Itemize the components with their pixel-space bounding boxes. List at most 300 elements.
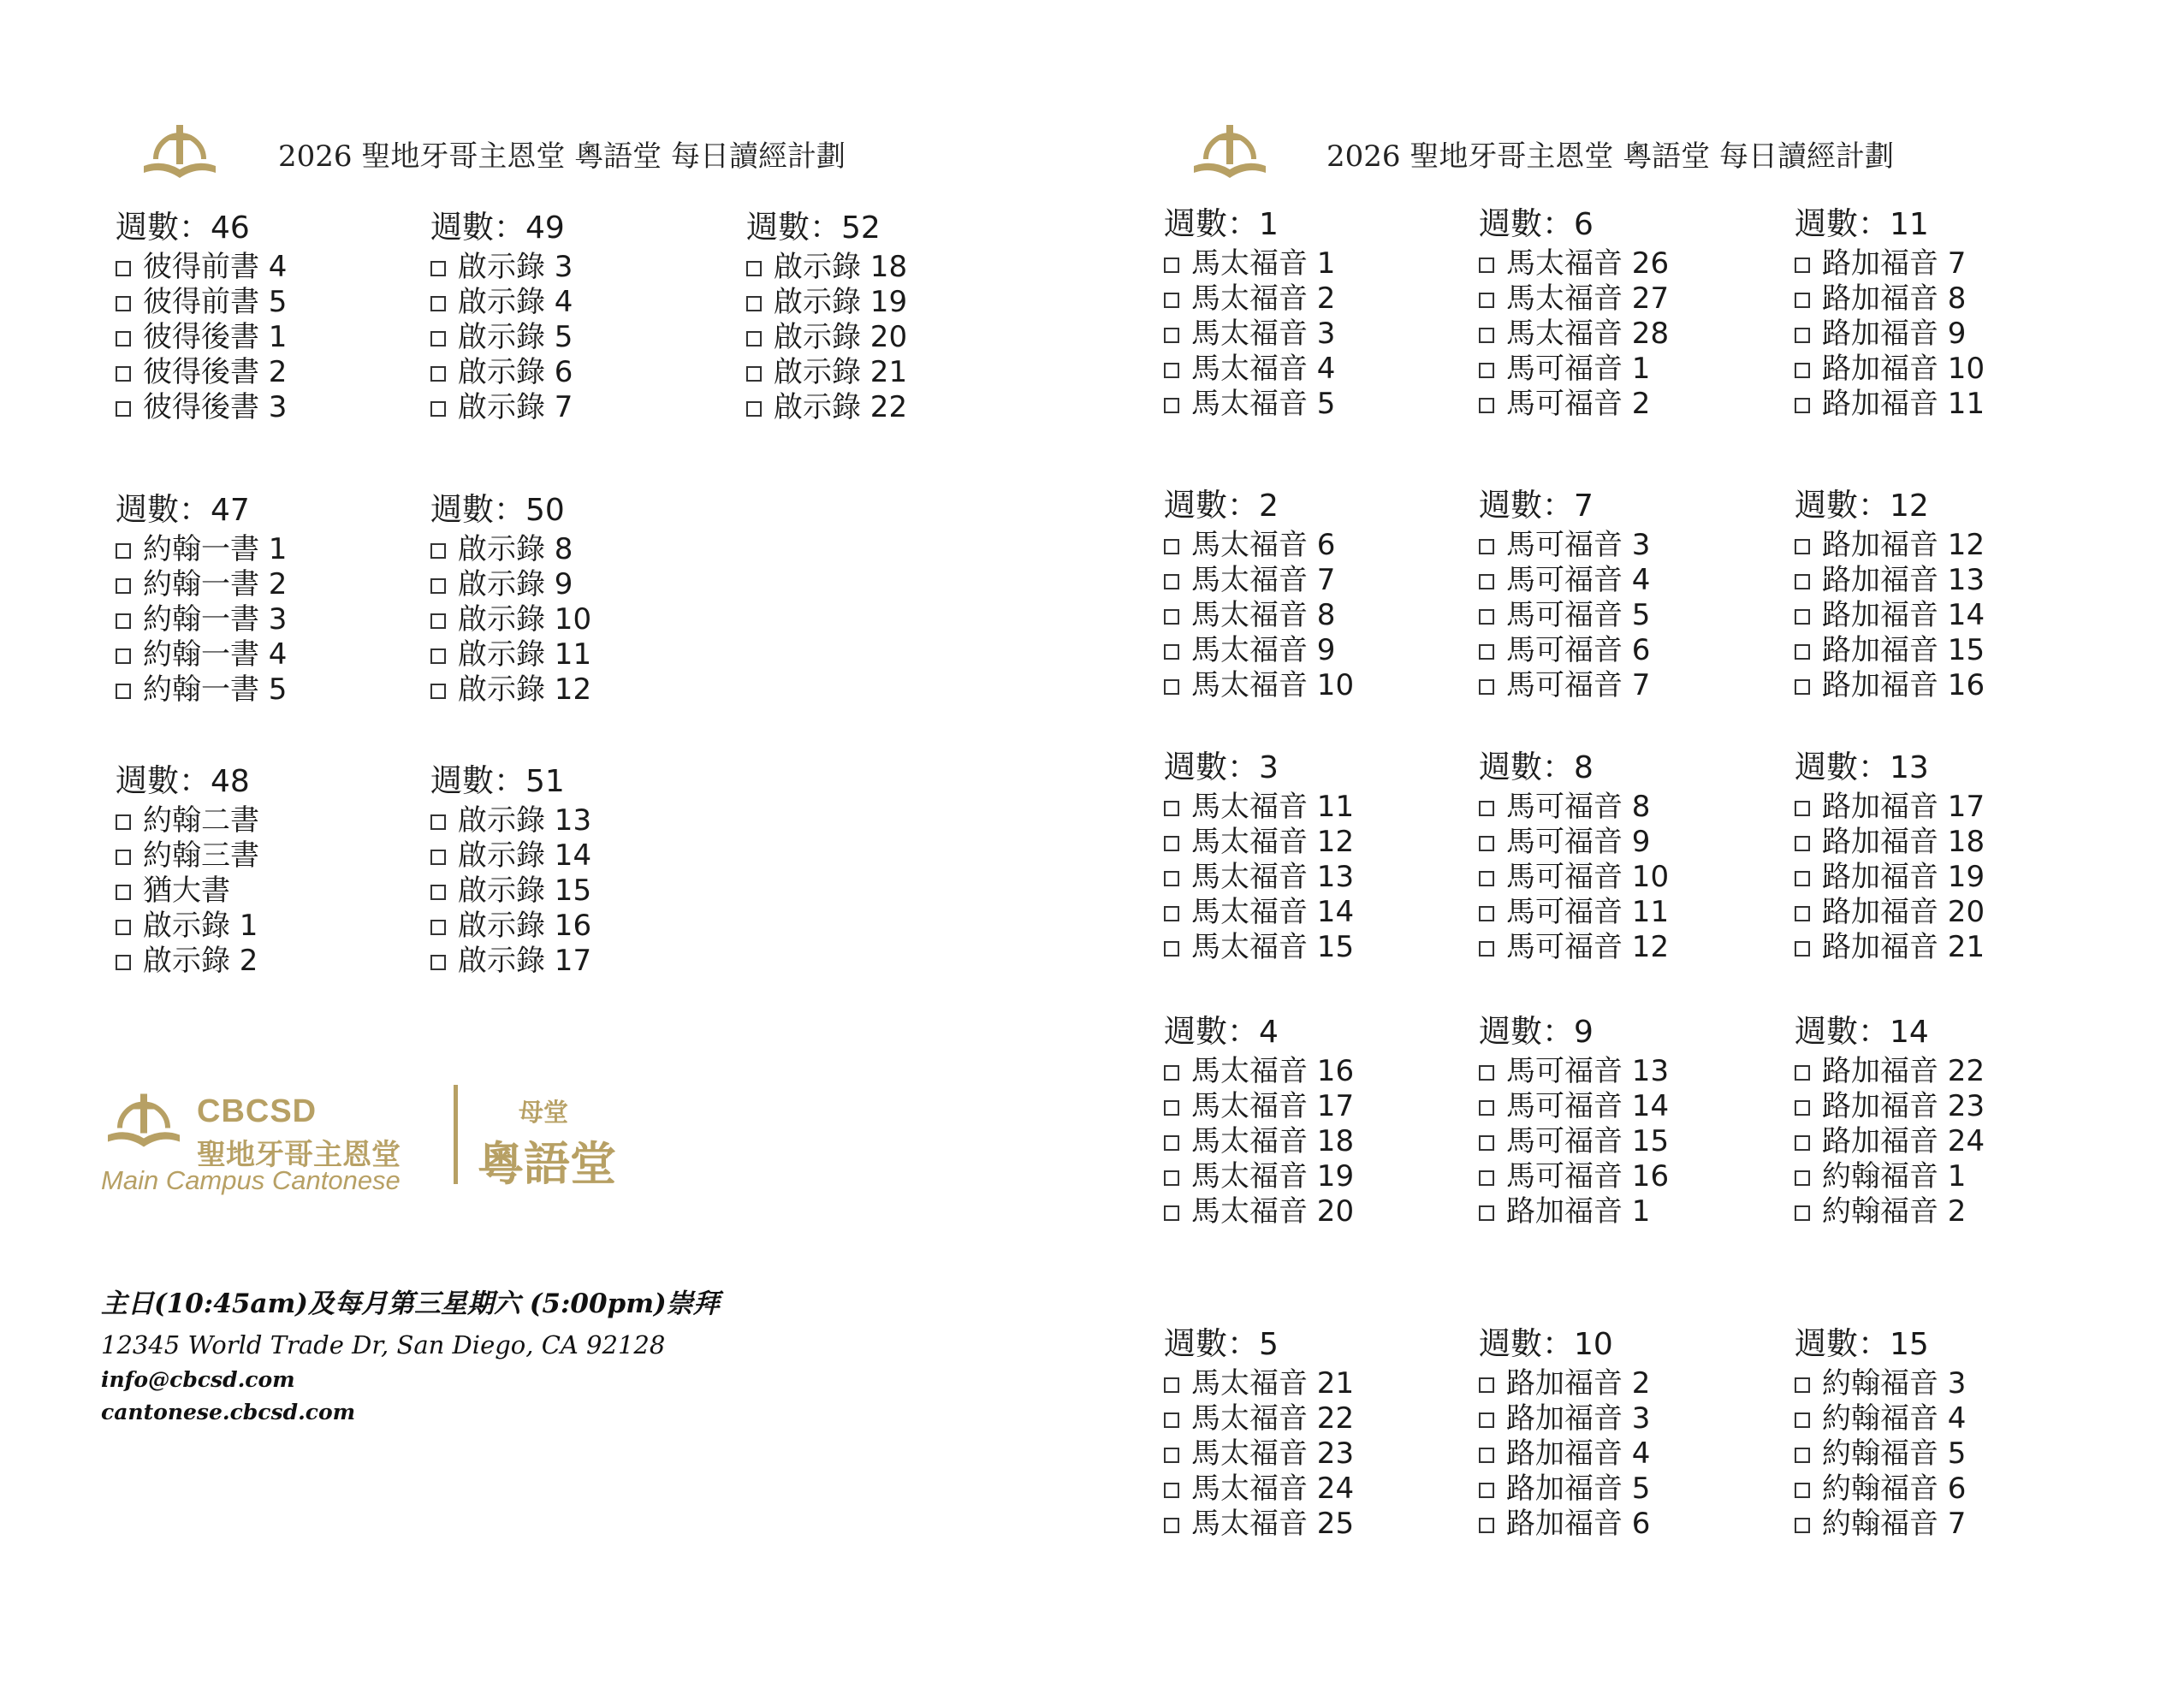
reading-checkbox[interactable] [116, 543, 131, 559]
reading-checkbox[interactable] [1795, 906, 1810, 921]
reading-checkbox[interactable] [1164, 328, 1179, 343]
reading-label: 馬可福音 16 [1506, 1159, 1670, 1193]
reading-checkbox[interactable] [1479, 836, 1494, 851]
reading-checkbox[interactable] [1795, 574, 1810, 589]
week-block [430, 761, 739, 979]
reading-label: 約翰福音 4 [1822, 1401, 1967, 1436]
reading-checkbox[interactable] [116, 331, 131, 346]
reading-checkbox[interactable] [1479, 328, 1494, 343]
reading-label: 馬太福音 27 [1506, 281, 1670, 316]
reading-label: 路加福音 1 [1506, 1194, 1651, 1229]
reading-checkbox[interactable] [1795, 871, 1810, 886]
reading-checkbox[interactable] [1164, 293, 1179, 308]
reading-label: 路加福音 12 [1822, 528, 1985, 562]
week-label [1164, 486, 1472, 526]
reading-label: 馬太福音 9 [1191, 633, 1336, 667]
reading-label: 啟示錄 5 [458, 320, 573, 354]
reading-label: 馬太福音 1 [1191, 246, 1336, 281]
reading-label: 路加福音 7 [1822, 246, 1967, 281]
reading-label: 彼得後書 2 [143, 355, 288, 389]
reading-item [116, 567, 424, 602]
reading-checkbox[interactable] [116, 401, 131, 417]
reading-checkbox[interactable] [1479, 679, 1494, 695]
reading-checkbox[interactable] [1164, 1100, 1179, 1116]
reading-checkbox[interactable] [1479, 801, 1494, 816]
reading-item [1479, 1159, 1787, 1194]
reading-checkbox[interactable] [1795, 1377, 1810, 1393]
reading-label: 啟示錄 11 [458, 637, 592, 672]
reading-checkbox[interactable] [116, 578, 131, 594]
week-label [1164, 1324, 1472, 1365]
reading-label: 路加福音 9 [1822, 317, 1967, 351]
reading-checkbox[interactable] [116, 850, 131, 865]
reading-label: 路加福音 13 [1822, 563, 1985, 597]
reading-checkbox[interactable] [1164, 1135, 1179, 1151]
week-number: 13 [1890, 750, 1929, 785]
reading-checkbox[interactable] [1164, 1205, 1179, 1221]
reading-item [116, 672, 424, 708]
reading-checkbox[interactable] [1479, 258, 1494, 273]
reading-checkbox[interactable] [1479, 1065, 1494, 1081]
reading-item [1479, 860, 1787, 895]
reading-checkbox[interactable] [1164, 574, 1179, 589]
reading-checkbox[interactable] [1479, 1135, 1494, 1151]
reading-item [1479, 1401, 1787, 1436]
reading-label: 路加福音 14 [1822, 598, 1985, 632]
reading-label: 約翰一書 1 [143, 532, 288, 566]
reading-checkbox[interactable] [1795, 398, 1810, 413]
reading-checkbox[interactable] [746, 366, 762, 382]
reading-label: 馬太福音 14 [1191, 895, 1355, 929]
reading-label: 馬可福音 15 [1506, 1124, 1670, 1158]
reading-label: 啟示錄 2 [143, 944, 258, 978]
reading-checkbox[interactable] [1479, 906, 1494, 921]
reading-label: 馬太福音 28 [1506, 317, 1670, 351]
reading-item [116, 874, 424, 909]
reading-label: 彼得前書 4 [143, 250, 288, 284]
reading-item [1795, 387, 2103, 422]
week-label [1164, 748, 1472, 788]
week-number: 50 [525, 493, 565, 528]
reading-checkbox[interactable] [1795, 1483, 1810, 1498]
reading-checkbox[interactable] [1164, 836, 1179, 851]
reading-checkbox[interactable] [1164, 1170, 1179, 1186]
reading-item [116, 250, 424, 285]
week-prefix: 週數： [1479, 1013, 1574, 1050]
reading-item [116, 602, 424, 637]
reading-checkbox[interactable] [1795, 1170, 1810, 1186]
week-number: 11 [1890, 207, 1929, 242]
reading-checkbox[interactable] [1164, 871, 1179, 886]
church-logo-icon [101, 1076, 187, 1162]
reading-label: 約翰福音 2 [1822, 1194, 1967, 1229]
reading-item [1164, 1124, 1472, 1159]
reading-checkbox[interactable] [1164, 363, 1179, 378]
reading-label: 啟示錄 22 [774, 390, 908, 424]
week-prefix: 週數： [116, 491, 211, 528]
reading-item [746, 285, 1054, 320]
reading-checkbox[interactable] [1164, 1518, 1179, 1533]
reading-checkbox[interactable] [1795, 679, 1810, 695]
reading-label: 路加福音 4 [1506, 1436, 1651, 1471]
reading-label: 啟示錄 1 [143, 909, 258, 943]
reading-item [1479, 598, 1787, 633]
week-block [1479, 1324, 1787, 1542]
reading-checkbox[interactable] [1795, 363, 1810, 378]
reading-label: 啟示錄 16 [458, 909, 592, 943]
reading-item [1164, 563, 1472, 598]
reading-item [1479, 668, 1787, 703]
reading-item [1479, 1436, 1787, 1472]
reading-item [1795, 1194, 2103, 1229]
week-number: 12 [1890, 489, 1929, 524]
reading-checkbox[interactable] [430, 814, 446, 830]
week-block [430, 208, 739, 425]
reading-checkbox[interactable] [430, 955, 446, 970]
week-block [116, 761, 424, 979]
reading-checkbox[interactable] [430, 920, 446, 935]
reading-checkbox[interactable] [1164, 609, 1179, 625]
reading-checkbox[interactable] [746, 401, 762, 417]
reading-item [746, 250, 1054, 285]
reading-item [1795, 1124, 2103, 1159]
reading-item [1164, 1089, 1472, 1124]
reading-item [430, 637, 739, 672]
week-number: 2 [1259, 489, 1279, 524]
reading-checkbox[interactable] [1795, 1448, 1810, 1463]
reading-item [1164, 317, 1472, 352]
reading-label: 約翰一書 2 [143, 567, 288, 601]
reading-checkbox[interactable] [1479, 293, 1494, 308]
reading-checkbox[interactable] [430, 850, 446, 865]
reading-item [1795, 528, 2103, 563]
reading-item [1479, 528, 1787, 563]
reading-label: 啟示錄 17 [458, 944, 592, 978]
reading-checkbox[interactable] [1479, 871, 1494, 886]
reading-checkbox[interactable] [116, 649, 131, 664]
week-label [1164, 1012, 1472, 1052]
reading-checkbox[interactable] [1795, 801, 1810, 816]
week-number: 8 [1574, 750, 1593, 785]
reading-checkbox[interactable] [116, 261, 131, 276]
address: 12345 World Trade Dr, San Diego, CA 92128 [101, 1330, 666, 1359]
reading-checkbox[interactable] [116, 814, 131, 830]
reading-item [116, 320, 424, 355]
reading-item [1479, 246, 1787, 281]
reading-checkbox[interactable] [1795, 1413, 1810, 1428]
reading-item [1479, 563, 1787, 598]
reading-checkbox[interactable] [1795, 609, 1810, 625]
reading-item [1795, 246, 2103, 281]
reading-item [1164, 1054, 1472, 1089]
reading-checkbox[interactable] [1795, 1100, 1810, 1116]
reading-item [1795, 1401, 2103, 1436]
reading-checkbox[interactable] [1164, 906, 1179, 921]
reading-item [1479, 387, 1787, 422]
website-link[interactable]: cantonese.cbcsd.com [101, 1400, 356, 1424]
reading-checkbox[interactable] [1479, 539, 1494, 554]
reading-label: 馬可福音 11 [1506, 895, 1670, 929]
week-block [1795, 748, 2103, 965]
reading-checkbox[interactable] [1479, 1448, 1494, 1463]
reading-checkbox[interactable] [1164, 1448, 1179, 1463]
reading-item [1164, 281, 1472, 317]
reading-checkbox[interactable] [1795, 836, 1810, 851]
reading-item [1164, 633, 1472, 668]
week-prefix: 週數： [1164, 1013, 1259, 1050]
reading-label: 路加福音 18 [1822, 825, 1985, 859]
week-prefix: 週數： [1795, 205, 1890, 242]
reading-item [1795, 1507, 2103, 1542]
reading-label: 路加福音 15 [1822, 633, 1985, 667]
reading-item [1795, 1159, 2103, 1194]
reading-label: 馬太福音 15 [1191, 930, 1355, 964]
reading-item [430, 944, 739, 979]
reading-label: 路加福音 8 [1822, 281, 1967, 316]
reading-label: 約翰福音 1 [1822, 1159, 1967, 1193]
reading-checkbox[interactable] [430, 684, 446, 699]
reading-label: 馬可福音 8 [1506, 790, 1651, 824]
reading-checkbox[interactable] [1479, 398, 1494, 413]
reading-item [430, 390, 739, 425]
reading-checkbox[interactable] [430, 331, 446, 346]
reading-checkbox[interactable] [746, 261, 762, 276]
reading-label: 約翰三書 [143, 838, 259, 873]
reading-item [1164, 1159, 1472, 1194]
reading-item [116, 355, 424, 390]
reading-label: 路加福音 10 [1822, 352, 1985, 386]
reading-checkbox[interactable] [116, 955, 131, 970]
reading-checkbox[interactable] [1795, 1205, 1810, 1221]
reading-item [1795, 563, 2103, 598]
reading-checkbox[interactable] [430, 649, 446, 664]
reading-checkbox[interactable] [430, 578, 446, 594]
reading-item [430, 250, 739, 285]
week-prefix: 週數： [1795, 1013, 1890, 1050]
week-label [1479, 204, 1787, 245]
reading-checkbox[interactable] [1479, 941, 1494, 957]
reading-checkbox[interactable] [1479, 1205, 1494, 1221]
week-label [1479, 486, 1787, 526]
reading-checkbox[interactable] [1164, 539, 1179, 554]
reading-label: 啟示錄 3 [458, 250, 573, 284]
week-prefix: 週數： [1164, 487, 1259, 524]
week-number: 4 [1259, 1015, 1279, 1050]
reading-label: 馬太福音 3 [1191, 317, 1336, 351]
reading-item [430, 803, 739, 838]
reading-label: 馬太福音 2 [1191, 281, 1336, 316]
reading-item [1795, 860, 2103, 895]
reading-label: 約翰福音 7 [1822, 1507, 1967, 1541]
reading-label: 彼得後書 3 [143, 390, 288, 424]
reading-label: 馬太福音 24 [1191, 1472, 1355, 1506]
reading-item [116, 909, 424, 944]
week-label [1479, 748, 1787, 788]
week-number: 5 [1259, 1327, 1279, 1362]
reading-label: 約翰一書 3 [143, 602, 288, 637]
brand-right-main: 粵語堂 [478, 1137, 616, 1191]
week-block [1479, 748, 1787, 965]
reading-checkbox[interactable] [430, 885, 446, 900]
reading-label: 馬可福音 9 [1506, 825, 1651, 859]
week-number: 14 [1890, 1015, 1929, 1050]
week-block [1795, 1012, 2103, 1229]
week-prefix: 週數： [430, 209, 525, 246]
reading-checkbox[interactable] [1795, 293, 1810, 308]
reading-label: 啟示錄 10 [458, 602, 592, 637]
reading-item [116, 532, 424, 567]
reading-label: 馬太福音 19 [1191, 1159, 1355, 1193]
reading-label: 馬太福音 6 [1191, 528, 1336, 562]
week-label [1795, 1012, 2103, 1052]
week-label [116, 490, 424, 530]
week-label [116, 208, 424, 248]
reading-item [1164, 930, 1472, 965]
week-number: 3 [1259, 750, 1279, 785]
church-logo-icon [1187, 110, 1273, 191]
reading-checkbox[interactable] [1164, 644, 1179, 660]
reading-checkbox[interactable] [430, 366, 446, 382]
reading-checkbox[interactable] [430, 261, 446, 276]
reading-label: 啟示錄 13 [458, 803, 592, 838]
reading-label: 路加福音 20 [1822, 895, 1985, 929]
reading-checkbox[interactable] [1479, 363, 1494, 378]
reading-label: 啟示錄 7 [458, 390, 573, 424]
week-label [430, 490, 739, 530]
week-number: 49 [525, 210, 565, 246]
reading-item [1479, 1054, 1787, 1089]
reading-checkbox[interactable] [1479, 1377, 1494, 1393]
reading-checkbox[interactable] [1479, 644, 1494, 660]
reading-item [1479, 633, 1787, 668]
reading-label: 啟示錄 20 [774, 320, 908, 354]
reading-checkbox[interactable] [1479, 609, 1494, 625]
week-label [1795, 748, 2103, 788]
reading-item [1795, 633, 2103, 668]
reading-label: 啟示錄 14 [458, 838, 592, 873]
reading-label: 馬太福音 12 [1191, 825, 1355, 859]
reading-checkbox[interactable] [746, 296, 762, 311]
week-number: 7 [1574, 489, 1593, 524]
reading-checkbox[interactable] [1479, 1413, 1494, 1428]
reading-item [1479, 1124, 1787, 1159]
reading-item [1795, 1366, 2103, 1401]
reading-checkbox[interactable] [1479, 1170, 1494, 1186]
week-label [1795, 1324, 2103, 1365]
week-number: 51 [525, 764, 565, 799]
reading-label: 約翰福音 3 [1822, 1366, 1967, 1401]
reading-item [1479, 825, 1787, 860]
reading-checkbox[interactable] [1795, 539, 1810, 554]
reading-checkbox[interactable] [1164, 801, 1179, 816]
reading-label: 馬太福音 5 [1191, 387, 1336, 421]
reading-label: 啟示錄 9 [458, 567, 573, 601]
brand-name-zh: 聖地牙哥主恩堂 [197, 1138, 401, 1172]
reading-label: 路加福音 22 [1822, 1054, 1985, 1088]
email-link[interactable]: info@cbcsd.com [101, 1367, 295, 1392]
reading-checkbox[interactable] [1479, 574, 1494, 589]
reading-checkbox[interactable] [1795, 1065, 1810, 1081]
reading-checkbox[interactable] [1795, 328, 1810, 343]
week-prefix: 週數： [1479, 487, 1574, 524]
reading-item [1795, 1054, 2103, 1089]
reading-checkbox[interactable] [1164, 1377, 1179, 1393]
reading-checkbox[interactable] [1164, 1065, 1179, 1081]
week-prefix: 週數： [1479, 205, 1574, 242]
reading-item [1795, 317, 2103, 352]
reading-item [1795, 1089, 2103, 1124]
reading-checkbox[interactable] [1164, 941, 1179, 957]
reading-item [116, 838, 424, 874]
week-label [746, 208, 1054, 248]
reading-checkbox[interactable] [116, 684, 131, 699]
reading-item [116, 944, 424, 979]
week-block [1479, 486, 1787, 703]
reading-checkbox[interactable] [430, 401, 446, 417]
reading-checkbox[interactable] [1795, 644, 1810, 660]
reading-checkbox[interactable] [1795, 1518, 1810, 1533]
reading-checkbox[interactable] [1164, 258, 1179, 273]
reading-label: 馬可福音 2 [1506, 387, 1651, 421]
reading-checkbox[interactable] [1164, 1483, 1179, 1498]
week-number: 48 [211, 764, 250, 799]
reading-label: 路加福音 16 [1822, 668, 1985, 702]
reading-checkbox[interactable] [746, 331, 762, 346]
reading-item [1795, 598, 2103, 633]
reading-checkbox[interactable] [430, 296, 446, 311]
week-label [1795, 486, 2103, 526]
reading-item [1479, 281, 1787, 317]
reading-item [746, 320, 1054, 355]
reading-label: 約翰一書 4 [143, 637, 288, 672]
reading-item [1795, 1436, 2103, 1472]
reading-item [1479, 317, 1787, 352]
reading-checkbox[interactable] [1795, 1135, 1810, 1151]
reading-checkbox[interactable] [430, 543, 446, 559]
reading-item [116, 390, 424, 425]
reading-checkbox[interactable] [1164, 1413, 1179, 1428]
reading-checkbox[interactable] [116, 885, 131, 900]
week-block [1795, 204, 2103, 422]
week-prefix: 週數： [1164, 205, 1259, 242]
reading-checkbox[interactable] [1479, 1100, 1494, 1116]
reading-item [1795, 281, 2103, 317]
reading-label: 路加福音 11 [1822, 387, 1985, 421]
reading-item [1479, 895, 1787, 930]
reading-checkbox[interactable] [1479, 1518, 1494, 1533]
reading-checkbox[interactable] [430, 613, 446, 629]
reading-checkbox[interactable] [116, 296, 131, 311]
week-label [430, 761, 739, 802]
reading-checkbox[interactable] [1164, 398, 1179, 413]
reading-checkbox[interactable] [116, 613, 131, 629]
reading-label: 馬太福音 21 [1191, 1366, 1355, 1401]
week-block [116, 490, 424, 708]
reading-label: 馬太福音 7 [1191, 563, 1336, 597]
reading-label: 馬可福音 5 [1506, 598, 1651, 632]
week-prefix: 週數： [1164, 749, 1259, 785]
reading-checkbox[interactable] [1479, 1483, 1494, 1498]
reading-checkbox[interactable] [1795, 258, 1810, 273]
week-number: 15 [1890, 1327, 1929, 1362]
week-block [1164, 748, 1472, 965]
reading-label: 約翰二書 [143, 803, 259, 838]
reading-checkbox[interactable] [116, 366, 131, 382]
reading-checkbox[interactable] [1795, 941, 1810, 957]
reading-checkbox[interactable] [1164, 679, 1179, 695]
reading-checkbox[interactable] [116, 920, 131, 935]
week-prefix: 週數： [1164, 1325, 1259, 1362]
